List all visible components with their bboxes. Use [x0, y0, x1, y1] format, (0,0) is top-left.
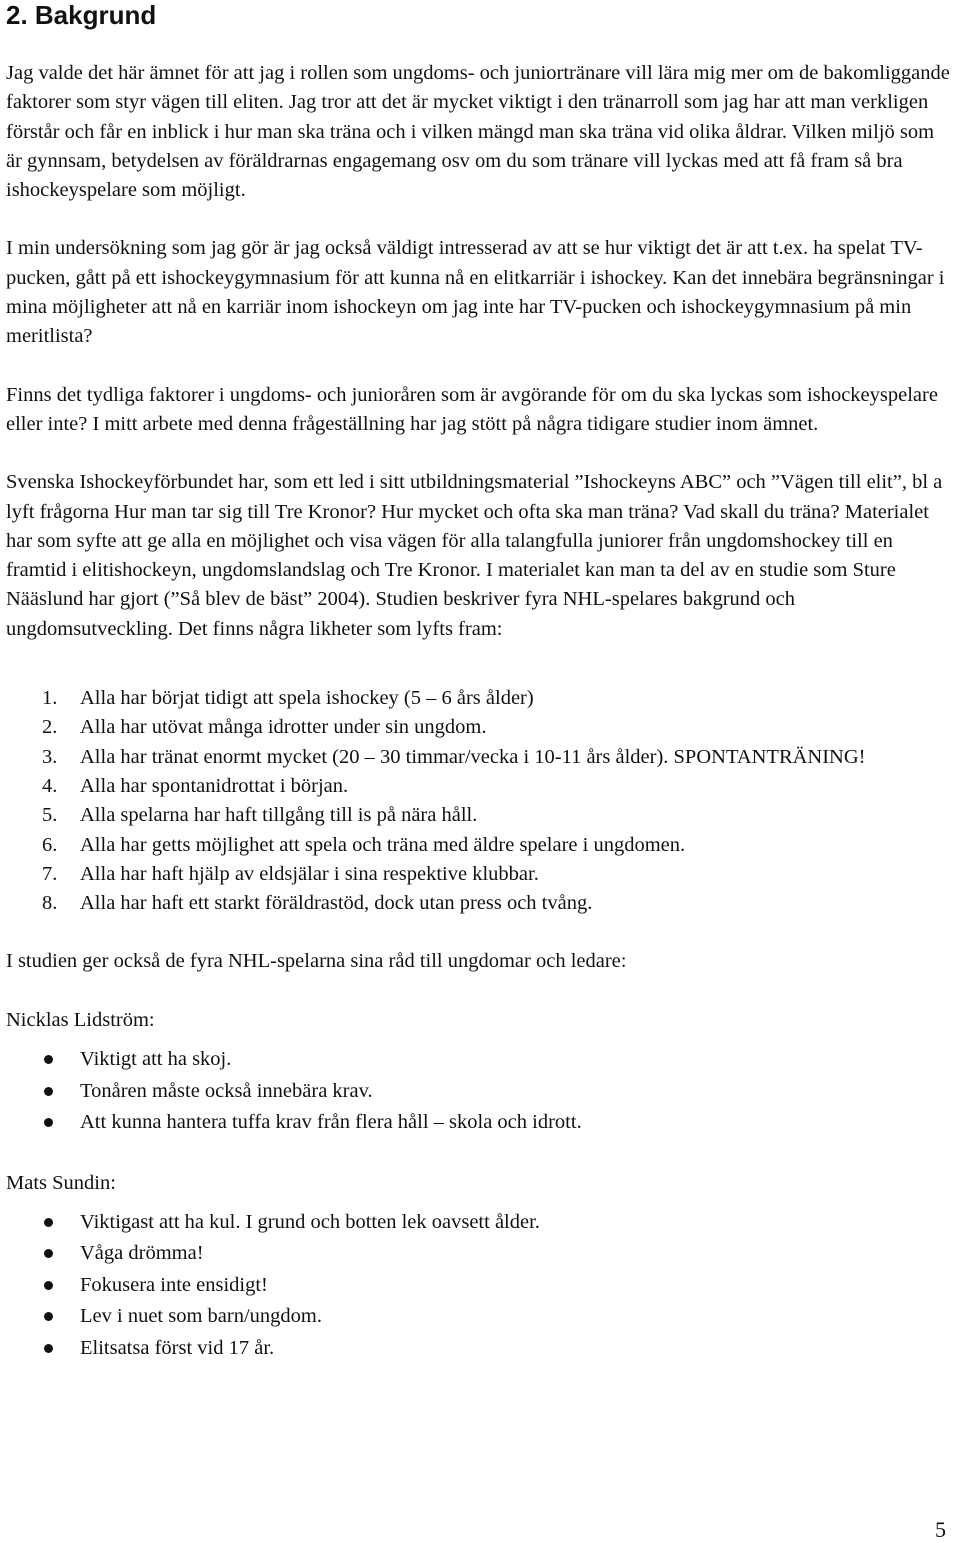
- list-item: 6. Alla har getts möjlighet att spela och träna med äldre spelare i ungdomen.: [42, 833, 686, 856]
- bullet-icon: [44, 1281, 53, 1290]
- list-item: 7. Alla har haft hjälp av eldsjälar i sina respektive klubbar.: [42, 862, 539, 885]
- list-item: 3. Alla har tränat enormt mycket (20 – 30 timmar/vecka i 10-11 års ålder). SPONTANTRÄNING!: [42, 745, 866, 768]
- list-item: Viktigt att ha skoj.: [6, 1045, 950, 1077]
- bullet-icon: [44, 1055, 53, 1064]
- player-name-lidstrom: Nicklas Lidström:: [6, 1008, 155, 1031]
- paragraph-ishockeyforbundet: Svenska Ishockeyförbundet har, som ett led i sitt utbildningsmaterial ”Ishockeyns ABC” och ”Vägen till elit”, bl a lyft frågorna Hur man tar sig till Tre Kronor? Hur mycket och ofta ska man träna? Vad skall du träna? Materialet har som syfte att ge alla en möjlighet och visa vägen för alla talangfulla juniorer från ungdomshockey till en framtid i elitishockeyn, ungdomslandslag och Tre Kronor. I materialet kan man ta del av en studie som Sture Nääslund har gjort (”Så blev de bäst” 2004). Studien beskriver fyra NHL-spelares bakgrund och ungdomsutveckling. Det finns några likheter som lyfts fram:: [6, 471, 943, 640]
- bullet-icon: [44, 1249, 53, 1258]
- advice-list-lidstrom: [6, 1045, 950, 1140]
- list-item: 1. Alla har börjat tidigt att spela ishockey (5 – 6 års ålder): [42, 687, 534, 710]
- list-item: 4. Alla har spontanidrottat i början.: [42, 774, 349, 797]
- bullet-icon: [44, 1344, 53, 1353]
- similarities-list: [6, 684, 950, 918]
- player-name-sundin: Mats Sundin:: [6, 1171, 116, 1194]
- document-page: [6, 0, 950, 1365]
- list-item: Fokusera inte ensidigt!: [6, 1271, 950, 1303]
- list-item: Lev i nuet som barn/ungdom.: [6, 1302, 950, 1334]
- bullet-icon: [44, 1118, 53, 1127]
- page-number: 5: [935, 1517, 946, 1542]
- advice-intro: I studien ger också de fyra NHL-spelarna sina råd till ungdomar och ledare:: [6, 950, 627, 973]
- bullet-icon: [44, 1218, 53, 1227]
- list-item: Att kunna hantera tuffa krav från flera håll – skola och idrott.: [6, 1108, 950, 1140]
- bullet-icon: [44, 1312, 53, 1321]
- paragraph-motivation: Jag valde det här ämnet för att jag i rollen som ungdoms- och juniortränare vill lära mig mer om de bakomliggande faktorer som styr vägen till eliten. Jag tror att det är mycket viktigt i den tränarroll som jag har att man verkligen förstår och får en inblick i hur man ska träna och i vilken mängd man ska träna vid olika åldrar. Vilken miljö som är gynnsam, betydelsen av föräldrarnas engagemang osv om du som tränare vill lyckas med att få fram så bra ishockeyspelare som möjligt.: [6, 62, 950, 202]
- section-heading: 2. Bakgrund: [6, 0, 157, 30]
- paragraph-research-interest: I min undersökning som jag gör är jag också väldigt intresserad av att se hur viktigt det är att t.ex. ha spelat TV-pucken, gått på ett ishockeygymnasium för att kunna nå en elitkarriär i ishockey. Kan det innebära begränsningar i mina möjligheter att nå en karriär inom ishockeyn om jag inte har TV-pucken och ishockeygymnasium på min meritlista?: [6, 237, 945, 348]
- list-item: Tonåren måste också innebära krav.: [6, 1077, 950, 1109]
- bullet-icon: [44, 1087, 53, 1096]
- list-item: Våga drömma!: [6, 1239, 950, 1271]
- list-item: 5. Alla spelarna har haft tillgång till is på nära håll.: [42, 804, 478, 827]
- list-item: Elitsatsa först vid 17 år.: [6, 1334, 950, 1366]
- paragraph-research-question: Finns det tydliga faktorer i ungdoms- och junioråren som är avgörande för om du ska lyckas som ishockeyspelare eller inte? I mitt arbete med denna frågeställning har jag stött på några tidigare studier inom ämnet.: [6, 383, 938, 435]
- list-item: 2. Alla har utövat många idrotter under sin ungdom.: [42, 716, 487, 739]
- list-item: 8. Alla har haft ett starkt föräldrastöd, dock utan press och tvång.: [42, 892, 593, 915]
- advice-list-sundin: [6, 1208, 950, 1366]
- list-item: Viktigast att ha kul. I grund och botten lek oavsett ålder.: [6, 1208, 950, 1240]
